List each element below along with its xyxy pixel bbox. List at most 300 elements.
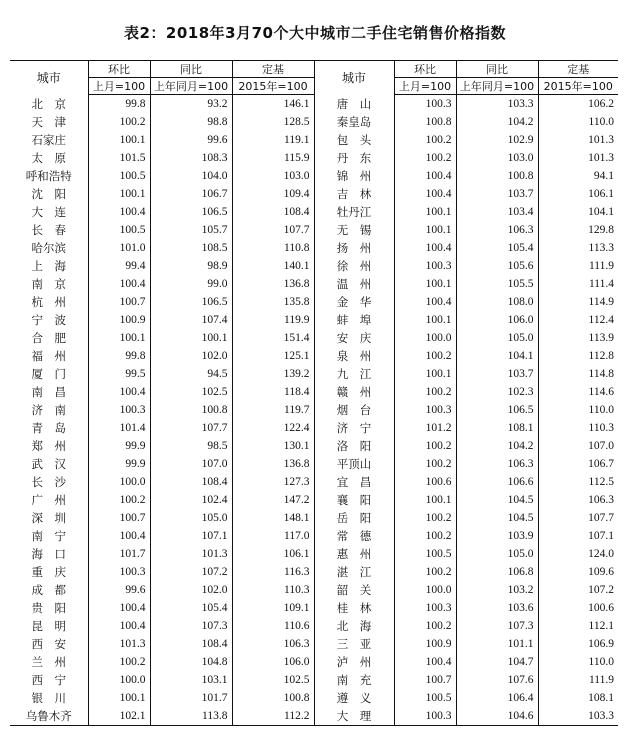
mom-index-value: 100.3 (88, 401, 150, 419)
city-name: 重 庆 (31, 565, 66, 579)
fixed-index-value: 114.9 (538, 293, 618, 311)
mom-index-value: 100.5 (88, 221, 150, 239)
mom-index-value: 99.8 (88, 347, 150, 365)
mom-column-header: 环比 (394, 61, 456, 78)
mom-index-value: 100.1 (88, 131, 150, 149)
mom-index-value: 100.9 (88, 311, 150, 329)
yoy-index-value: 101.1 (456, 635, 538, 653)
mom-index-value: 100.4 (394, 239, 456, 257)
table-row (10, 527, 618, 545)
mom-index-value: 101.3 (88, 635, 150, 653)
price-index-table (10, 60, 618, 726)
fixed-index-value: 108.4 (232, 203, 314, 221)
yoy-index-value: 107.4 (150, 311, 232, 329)
mom-index-value: 100.4 (88, 599, 150, 617)
table-row (10, 437, 618, 455)
fixed-index-value: 139.2 (232, 365, 314, 383)
mom-index-value: 100.1 (394, 491, 456, 509)
table-row (10, 707, 618, 726)
fixed-index-value: 113.3 (538, 239, 618, 257)
city-column-header: 城市 (314, 61, 394, 95)
fixed-index-value: 106.1 (232, 545, 314, 563)
fixed-index-value: 148.1 (232, 509, 314, 527)
fixed-index-value: 113.9 (538, 329, 618, 347)
table-row (10, 131, 618, 149)
city-name: 秦皇岛 (314, 113, 394, 131)
yoy-index-value: 105.4 (456, 239, 538, 257)
mom-index-value: 100.9 (394, 635, 456, 653)
table-row (10, 311, 618, 329)
table-row (10, 599, 618, 617)
fixed-index-value: 107.7 (538, 509, 618, 527)
mom-index-value: 100.0 (88, 671, 150, 689)
yoy-index-value: 106.5 (456, 401, 538, 419)
city-name: 宁 波 (31, 313, 66, 327)
fixed-index-value: 106.9 (538, 635, 618, 653)
city-name: 三 亚 (314, 635, 394, 653)
mom-index-value: 100.2 (394, 455, 456, 473)
mom-index-value: 100.1 (394, 365, 456, 383)
yoy-index-value: 103.9 (456, 527, 538, 545)
fixed-index-value: 106.7 (538, 455, 618, 473)
city-name: 桂 林 (314, 599, 394, 617)
city-name: 安 庆 (314, 329, 394, 347)
fixed-index-value: 106.3 (538, 491, 618, 509)
city-name: 昆 明 (31, 619, 66, 633)
city-column-header: 城市 (36, 71, 61, 86)
table-row (10, 383, 618, 401)
city-name: 海 口 (31, 547, 66, 561)
table-row (10, 239, 618, 257)
mom-index-value: 100.0 (394, 329, 456, 347)
table-body (10, 95, 618, 726)
table-row (10, 671, 618, 689)
mom-index-value: 100.1 (394, 311, 456, 329)
city-name: 岳 阳 (314, 509, 394, 527)
fixed-index-value: 117.0 (232, 527, 314, 545)
city-name: 金 华 (314, 293, 394, 311)
mom-index-value: 100.3 (88, 563, 150, 581)
table-row (10, 185, 618, 203)
yoy-index-value: 106.0 (456, 311, 538, 329)
yoy-index-value: 101.7 (150, 689, 232, 707)
mom-base-label: 上月=100 (394, 78, 456, 95)
fixed-index-value: 104.1 (538, 203, 618, 221)
yoy-index-value: 106.7 (150, 185, 232, 203)
fixed-index-value: 112.1 (538, 617, 618, 635)
city-name: 锦 州 (314, 167, 394, 185)
city-name: 济 南 (31, 403, 66, 417)
mom-index-value: 100.2 (394, 131, 456, 149)
fixed-index-value: 136.8 (232, 275, 314, 293)
yoy-index-value: 99.6 (150, 131, 232, 149)
mom-index-value: 100.2 (88, 491, 150, 509)
fixed-index-value: 119.1 (232, 131, 314, 149)
mom-index-value: 100.4 (394, 167, 456, 185)
fixed-index-value: 119.9 (232, 311, 314, 329)
table-row (10, 689, 618, 707)
fixed-index-value: 103.0 (232, 167, 314, 185)
yoy-index-value: 102.3 (456, 383, 538, 401)
city-name: 吉 林 (314, 185, 394, 203)
table-row (10, 347, 618, 365)
city-name: 南 京 (31, 277, 66, 291)
yoy-index-value: 108.4 (150, 473, 232, 491)
city-name: 泸 州 (314, 653, 394, 671)
table-row (10, 221, 618, 239)
table-row (10, 455, 618, 473)
yoy-index-value: 108.4 (150, 635, 232, 653)
mom-index-value: 100.4 (88, 275, 150, 293)
fixed-index-value: 129.8 (538, 221, 618, 239)
fixed-index-value: 102.5 (232, 671, 314, 689)
fixed-index-value: 110.0 (538, 113, 618, 131)
yoy-index-value: 106.4 (456, 689, 538, 707)
yoy-index-value: 105.7 (150, 221, 232, 239)
yoy-index-value: 103.6 (456, 599, 538, 617)
mom-index-value: 102.1 (88, 707, 150, 726)
yoy-index-value: 104.5 (456, 491, 538, 509)
mom-index-value: 100.5 (394, 689, 456, 707)
table-row (10, 491, 618, 509)
city-name: 成 都 (31, 583, 66, 597)
city-name: 徐 州 (314, 257, 394, 275)
mom-index-value: 100.2 (394, 617, 456, 635)
city-name: 乌鲁木齐 (25, 709, 72, 723)
table-row (10, 401, 618, 419)
mom-index-value: 100.5 (394, 545, 456, 563)
fixed-index-value: 125.1 (232, 347, 314, 365)
city-name: 大 连 (31, 205, 66, 219)
yoy-index-value: 99.0 (150, 275, 232, 293)
mom-index-value: 100.3 (394, 707, 456, 726)
fixed-index-value: 100.6 (538, 599, 618, 617)
city-name: 北 海 (314, 617, 394, 635)
mom-base-label: 上月=100 (88, 78, 150, 95)
fixed-index-value: 128.5 (232, 113, 314, 131)
fixed-index-value: 122.4 (232, 419, 314, 437)
yoy-index-value: 107.2 (150, 563, 232, 581)
table-row (10, 581, 618, 599)
yoy-index-value: 102.0 (150, 581, 232, 599)
yoy-index-value: 101.3 (150, 545, 232, 563)
city-name: 石家庄 (31, 133, 66, 147)
fixed-index-value: 151.4 (232, 329, 314, 347)
yoy-index-value: 100.1 (150, 329, 232, 347)
yoy-index-value: 103.4 (456, 203, 538, 221)
yoy-base-label: 上年同月=100 (150, 78, 232, 95)
mom-index-value: 100.2 (394, 563, 456, 581)
yoy-index-value: 107.1 (150, 527, 232, 545)
fixed-index-value: 146.1 (232, 95, 314, 114)
mom-index-value: 99.9 (88, 437, 150, 455)
fixed-index-value: 115.9 (232, 149, 314, 167)
mom-index-value: 99.5 (88, 365, 150, 383)
mom-index-value: 100.4 (394, 293, 456, 311)
city-name: 赣 州 (314, 383, 394, 401)
city-name: 上 海 (31, 259, 66, 273)
yoy-index-value: 103.7 (456, 365, 538, 383)
yoy-index-value: 107.7 (150, 419, 232, 437)
city-name: 扬 州 (314, 239, 394, 257)
mom-index-value: 100.2 (88, 113, 150, 131)
table-row (10, 617, 618, 635)
table-row (10, 563, 618, 581)
yoy-index-value: 105.6 (456, 257, 538, 275)
city-name: 唐 山 (314, 95, 394, 114)
city-name: 湛 江 (314, 563, 394, 581)
city-name: 济 宁 (314, 419, 394, 437)
city-name: 九 江 (314, 365, 394, 383)
mom-index-value: 100.1 (88, 185, 150, 203)
city-name: 北 京 (31, 96, 66, 111)
mom-index-value: 101.0 (88, 239, 150, 257)
fixed-index-value: 106.2 (538, 95, 618, 114)
yoy-index-value: 104.2 (456, 437, 538, 455)
yoy-index-value: 108.5 (150, 239, 232, 257)
city-name: 蚌 埠 (314, 311, 394, 329)
fixed-index-value: 106.0 (232, 653, 314, 671)
city-name: 襄 阳 (314, 491, 394, 509)
city-name: 长 春 (31, 223, 66, 237)
yoy-index-value: 103.0 (456, 149, 538, 167)
city-name: 长 沙 (31, 475, 66, 489)
mom-index-value: 100.4 (88, 617, 150, 635)
city-name: 烟 台 (314, 401, 394, 419)
yoy-index-value: 98.8 (150, 113, 232, 131)
yoy-index-value: 102.5 (150, 383, 232, 401)
mom-index-value: 100.2 (394, 149, 456, 167)
city-name: 大 理 (314, 707, 394, 726)
mom-index-value: 101.2 (394, 419, 456, 437)
mom-index-value: 99.9 (88, 455, 150, 473)
city-name: 泉 州 (314, 347, 394, 365)
city-name: 贵 阳 (31, 601, 66, 615)
fixed-index-value: 127.3 (232, 473, 314, 491)
city-name: 惠 州 (314, 545, 394, 563)
yoy-index-value: 105.5 (456, 275, 538, 293)
mom-index-value: 100.2 (88, 653, 150, 671)
yoy-column-header: 同比 (150, 61, 232, 78)
table-row (10, 635, 618, 653)
yoy-index-value: 104.6 (456, 707, 538, 726)
fixed-index-value: 103.3 (538, 707, 618, 726)
table-row (10, 257, 618, 275)
fixed-index-value: 110.3 (232, 581, 314, 599)
city-name: 杭 州 (31, 295, 66, 309)
city-name: 南 充 (314, 671, 394, 689)
fixed-index-value: 107.1 (538, 527, 618, 545)
fixed-index-value: 111.9 (538, 257, 618, 275)
fixed-index-value: 109.4 (232, 185, 314, 203)
yoy-index-value: 108.0 (456, 293, 538, 311)
mom-index-value: 100.6 (394, 473, 456, 491)
fixed-index-value: 130.1 (232, 437, 314, 455)
mom-index-value: 99.4 (88, 257, 150, 275)
yoy-index-value: 108.1 (456, 419, 538, 437)
fixed-index-value: 107.0 (538, 437, 618, 455)
fixed-index-value: 119.7 (232, 401, 314, 419)
mom-index-value: 100.5 (88, 167, 150, 185)
fixed-index-value: 116.3 (232, 563, 314, 581)
fixed-index-value: 112.4 (538, 311, 618, 329)
yoy-index-value: 104.5 (456, 509, 538, 527)
mom-index-value: 101.5 (88, 149, 150, 167)
city-name: 韶 关 (314, 581, 394, 599)
yoy-index-value: 100.8 (456, 167, 538, 185)
fixed-index-value: 118.4 (232, 383, 314, 401)
city-name: 西 宁 (31, 673, 66, 687)
table-row (10, 167, 618, 185)
mom-index-value: 100.4 (88, 383, 150, 401)
yoy-index-value: 105.0 (456, 329, 538, 347)
yoy-index-value: 93.2 (150, 95, 232, 114)
mom-index-value: 100.4 (394, 653, 456, 671)
table-row (10, 653, 618, 671)
yoy-index-value: 103.1 (150, 671, 232, 689)
yoy-index-value: 102.9 (456, 131, 538, 149)
mom-index-value: 100.3 (394, 257, 456, 275)
city-name: 温 州 (314, 275, 394, 293)
mom-index-value: 100.1 (394, 203, 456, 221)
fixed-index-value: 94.1 (538, 167, 618, 185)
mom-index-value: 100.3 (394, 95, 456, 114)
yoy-index-value: 106.3 (456, 455, 538, 473)
table-row (10, 149, 618, 167)
city-name: 太 原 (31, 151, 66, 165)
city-name: 天 津 (31, 115, 66, 129)
fixed-index-value: 110.8 (232, 239, 314, 257)
yoy-index-value: 103.2 (456, 581, 538, 599)
mom-index-value: 99.8 (88, 95, 150, 114)
fixed-index-value: 111.4 (538, 275, 618, 293)
yoy-index-value: 113.8 (150, 707, 232, 726)
yoy-index-value: 100.8 (150, 401, 232, 419)
mom-index-value: 100.0 (88, 473, 150, 491)
yoy-index-value: 107.3 (150, 617, 232, 635)
city-name: 兰 州 (31, 655, 66, 669)
fixed-index-value: 124.0 (538, 545, 618, 563)
city-name: 郑 州 (31, 439, 66, 453)
yoy-base-label: 上年同月=100 (456, 78, 538, 95)
city-name: 青 岛 (31, 421, 66, 435)
yoy-index-value: 104.7 (456, 653, 538, 671)
city-name: 西 安 (31, 637, 66, 651)
fixed-index-value: 140.1 (232, 257, 314, 275)
fixed-index-value: 147.2 (232, 491, 314, 509)
fixed-index-value: 112.8 (538, 347, 618, 365)
mom-index-value: 100.2 (394, 347, 456, 365)
yoy-index-value: 98.5 (150, 437, 232, 455)
city-name: 丹 东 (314, 149, 394, 167)
mom-index-value: 100.2 (394, 527, 456, 545)
city-name: 哈尔滨 (31, 241, 66, 255)
city-name: 武 汉 (31, 457, 66, 471)
yoy-index-value: 106.6 (456, 473, 538, 491)
city-name: 银 川 (31, 691, 66, 705)
mom-index-value: 100.8 (394, 113, 456, 131)
city-name: 无 锡 (314, 221, 394, 239)
fixed-index-value: 110.6 (232, 617, 314, 635)
yoy-index-value: 106.5 (150, 293, 232, 311)
fixed-index-value: 110.0 (538, 653, 618, 671)
city-name: 洛 阳 (314, 437, 394, 455)
yoy-index-value: 104.2 (456, 113, 538, 131)
table-title: 表2：2018年3月70个大中城市二手住宅销售价格指数 (124, 24, 506, 42)
mom-index-value: 100.1 (88, 329, 150, 347)
city-name: 呼和浩特 (25, 169, 72, 183)
table-row (10, 203, 618, 221)
table-row (10, 473, 618, 491)
fixed-index-value: 109.1 (232, 599, 314, 617)
fixed-column-header: 定基 (232, 61, 314, 78)
fixed-index-value: 108.1 (538, 689, 618, 707)
table-row (10, 293, 618, 311)
fixed-index-value: 136.8 (232, 455, 314, 473)
fixed-column-header: 定基 (538, 61, 618, 78)
yoy-index-value: 104.0 (150, 167, 232, 185)
mom-index-value: 100.4 (88, 527, 150, 545)
mom-index-value: 100.1 (88, 689, 150, 707)
city-name: 南 宁 (31, 529, 66, 543)
table-row (10, 95, 618, 114)
yoy-index-value: 102.4 (150, 491, 232, 509)
city-name: 宜 昌 (314, 473, 394, 491)
fixed-index-value: 111.9 (538, 671, 618, 689)
table-header (10, 61, 618, 95)
city-name: 厦 门 (31, 367, 66, 381)
yoy-index-value: 107.3 (456, 617, 538, 635)
mom-index-value: 100.1 (394, 275, 456, 293)
mom-index-value: 100.3 (394, 599, 456, 617)
yoy-index-value: 106.3 (456, 221, 538, 239)
yoy-index-value: 94.5 (150, 365, 232, 383)
fixed-index-value: 107.7 (232, 221, 314, 239)
yoy-index-value: 98.9 (150, 257, 232, 275)
yoy-index-value: 104.1 (456, 347, 538, 365)
mom-index-value: 100.2 (394, 509, 456, 527)
city-name: 福 州 (31, 349, 66, 363)
mom-index-value: 100.7 (394, 671, 456, 689)
city-name: 南 昌 (31, 385, 66, 399)
mom-index-value: 100.1 (394, 221, 456, 239)
city-name: 牡丹江 (314, 203, 394, 221)
city-name: 包 头 (314, 131, 394, 149)
yoy-index-value: 105.0 (150, 509, 232, 527)
mom-index-value: 100.0 (394, 581, 456, 599)
city-name: 合 肥 (31, 331, 66, 345)
fixed-index-value: 100.8 (232, 689, 314, 707)
yoy-index-value: 106.8 (456, 563, 538, 581)
table-row (10, 509, 618, 527)
mom-index-value: 101.4 (88, 419, 150, 437)
fixed-index-value: 109.6 (538, 563, 618, 581)
mom-index-value: 101.7 (88, 545, 150, 563)
table-row (10, 113, 618, 131)
mom-index-value: 100.2 (394, 383, 456, 401)
yoy-index-value: 103.3 (456, 95, 538, 114)
fixed-index-value: 101.3 (538, 131, 618, 149)
fixed-index-value: 112.2 (232, 707, 314, 726)
fixed-index-value: 106.1 (538, 185, 618, 203)
city-name: 常 德 (314, 527, 394, 545)
yoy-index-value: 103.7 (456, 185, 538, 203)
fixed-index-value: 101.3 (538, 149, 618, 167)
mom-index-value: 100.4 (88, 203, 150, 221)
table-row (10, 365, 618, 383)
yoy-index-value: 107.0 (150, 455, 232, 473)
yoy-index-value: 108.3 (150, 149, 232, 167)
